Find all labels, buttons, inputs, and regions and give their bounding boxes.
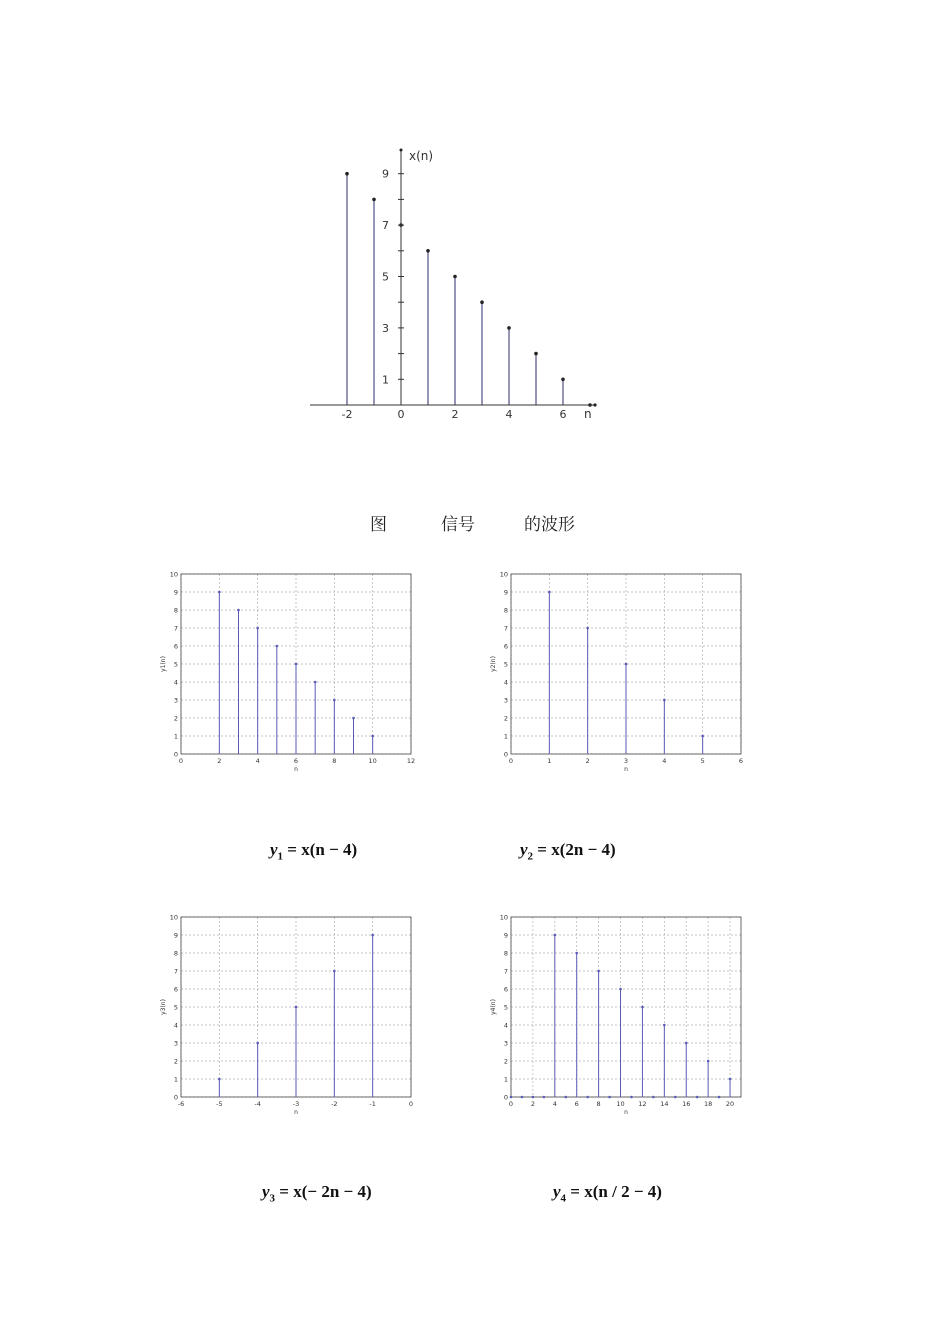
stem-marker [608, 1096, 611, 1099]
x-tick-label: 6 [574, 1100, 579, 1108]
x-tick-label: 4 [662, 757, 667, 765]
main-stem-marker [426, 249, 430, 253]
stem-marker [256, 627, 259, 630]
x-tick-label: -4 [254, 1100, 261, 1108]
stem-marker [218, 1078, 221, 1081]
x-tick-label: 2 [585, 757, 590, 765]
x-tick-label: 8 [596, 1100, 601, 1108]
x-tick-label: 14 [660, 1100, 669, 1108]
stem-marker [707, 1060, 710, 1063]
main-stem-marker [372, 198, 376, 202]
y-tick-label: 10 [499, 570, 508, 579]
main-y-tick-label: 9 [382, 167, 389, 181]
main-chart [300, 140, 620, 430]
y-tick-label: 9 [173, 588, 178, 597]
stem-marker [276, 645, 279, 648]
figure-caption-label: 图 [370, 515, 387, 535]
plot-frame [511, 917, 741, 1097]
stem-marker [575, 952, 578, 955]
stem-marker [641, 1006, 644, 1009]
y-tick-label: 4 [173, 1021, 178, 1030]
formula-y3 [262, 1182, 372, 1204]
stem-marker [521, 1096, 524, 1099]
main-y-tick-label: 7 [382, 219, 389, 233]
stem-marker [564, 1096, 567, 1099]
x-tick-label: 2 [217, 757, 222, 765]
main-x-tick-label: 4 [505, 408, 513, 421]
formula-y2 [520, 840, 616, 862]
y-axis-label: y2(n) [490, 656, 497, 672]
y-tick-label: 5 [173, 660, 178, 669]
x-tick-label: -1 [369, 1100, 376, 1108]
main-stem-marker [534, 352, 538, 356]
main-stems [345, 172, 592, 407]
stem-marker [696, 1096, 699, 1099]
y-tick-label: 1 [503, 732, 508, 741]
x-tick-label: 0 [508, 757, 514, 765]
stem-marker [256, 1042, 259, 1045]
stem-marker [333, 970, 336, 973]
x-tick-label: -2 [331, 1100, 338, 1108]
y-tick-label: 6 [173, 642, 178, 651]
main-stem-marker [507, 326, 511, 330]
y-axis-label: y3(n) [160, 999, 167, 1015]
stem-marker [548, 591, 551, 594]
x-tick-label: -3 [292, 1100, 300, 1108]
stem-marker [295, 663, 298, 666]
y-tick-label: 6 [503, 985, 508, 994]
formula-y2-rhs: = x(2n − 4) [533, 840, 616, 859]
stem-marker [314, 681, 317, 684]
plot-y4 [480, 908, 750, 1123]
stem-marker [663, 1024, 666, 1027]
stem-marker [652, 1096, 655, 1099]
x-tick-label: 3 [623, 757, 629, 765]
y-tick-label: 7 [173, 624, 178, 633]
x-tick-label: -6 [177, 1100, 185, 1108]
stem-marker [371, 934, 374, 937]
main-y-tick-label: 5 [382, 270, 389, 284]
stem-marker [674, 1096, 677, 1099]
y-tick-label: 5 [173, 1003, 178, 1012]
main-stem-marker [453, 275, 457, 279]
x-tick-label: 18 [704, 1100, 713, 1108]
x-tick-label: 0 [178, 757, 184, 765]
y-tick-label: 3 [503, 1039, 508, 1048]
y-tick-label: 3 [173, 1039, 178, 1048]
main-y-tick-label: 3 [382, 321, 389, 335]
x-tick-label: 4 [255, 757, 260, 765]
stem-marker [295, 1006, 298, 1009]
x-tick-label: 0 [508, 1100, 514, 1108]
stem-marker [554, 934, 557, 937]
formula-y4-rhs: = x(n / 2 − 4) [566, 1182, 662, 1201]
stem-marker [510, 1096, 513, 1099]
y-tick-label: 4 [503, 1021, 508, 1030]
x-tick-label: 10 [616, 1100, 625, 1108]
x-tick-label: 5 [700, 757, 705, 765]
x-axis-label: n [624, 766, 628, 773]
formula-y3-sub: 3 [269, 1192, 276, 1205]
y-tick-label: 0 [173, 750, 178, 759]
main-x-ticks [342, 403, 597, 421]
y-tick-label: 1 [503, 1075, 508, 1084]
formula-y1-lhs: y [270, 840, 278, 859]
stem-marker [352, 717, 355, 720]
formula-y1 [270, 840, 357, 862]
stem-marker [333, 699, 336, 702]
y-tick-label: 9 [173, 931, 178, 940]
main-x-tick-label: -2 [341, 408, 353, 421]
y-tick-label: 9 [503, 931, 508, 940]
y-tick-label: 2 [503, 714, 508, 723]
stem-marker [532, 1096, 535, 1099]
formula-y3-lhs: y [262, 1182, 270, 1201]
stem-marker [630, 1096, 633, 1099]
y-tick-label: 0 [173, 1093, 178, 1102]
y-tick-label: 3 [173, 696, 178, 705]
x-tick-label: 2 [530, 1100, 535, 1108]
main-stem-marker [561, 378, 565, 382]
plot-grid [511, 917, 741, 1097]
stem-marker [586, 627, 589, 630]
x-tick-label: 20 [725, 1100, 735, 1108]
y-tick-label: 10 [169, 913, 178, 922]
y-axis-label: y4(n) [490, 999, 497, 1015]
y-tick-label: 4 [503, 678, 508, 687]
y-tick-label: 2 [173, 714, 178, 723]
y-tick-label: 1 [173, 732, 178, 741]
x-tick-label: 10 [368, 757, 377, 765]
y-tick-label: 6 [173, 985, 178, 994]
y-tick-label: 7 [503, 624, 508, 633]
x-tick-label: 1 [547, 757, 552, 765]
y-tick-label: 6 [503, 642, 508, 651]
formula-y4-sub: 4 [560, 1192, 567, 1205]
formula-y3-rhs: = x(− 2n − 4) [275, 1182, 372, 1201]
y-tick-label: 0 [503, 750, 508, 759]
formula-y1-sub: 1 [277, 850, 284, 863]
y-tick-label: 8 [503, 949, 508, 958]
main-y-axis-label: x(n) [409, 149, 434, 163]
stem-marker [619, 988, 622, 991]
y-tick-label: 8 [503, 606, 508, 615]
y-tick-label: 8 [173, 606, 178, 615]
y-tick-label: 2 [503, 1057, 508, 1066]
x-axis-label: n [294, 766, 298, 773]
plot-y2 [480, 565, 750, 780]
y-tick-label: 0 [503, 1093, 508, 1102]
main-x-tick-label: 6 [559, 408, 567, 421]
stem-marker [543, 1096, 546, 1099]
y-tick-label: 4 [173, 678, 178, 687]
stem-marker [625, 663, 628, 666]
x-axis-label: n [624, 1109, 628, 1116]
plot-y1 [150, 565, 420, 780]
y-tick-label: 5 [503, 1003, 508, 1012]
stem-marker [718, 1096, 721, 1099]
y-tick-label: 1 [173, 1075, 178, 1084]
main-stem-marker [480, 300, 484, 304]
formula-y2-sub: 2 [527, 850, 534, 863]
x-tick-label: 4 [552, 1100, 557, 1108]
y-tick-label: 5 [503, 660, 508, 669]
y-tick-label: 10 [169, 570, 178, 579]
stem-marker [597, 970, 600, 973]
main-x-axis-label: n [584, 407, 592, 421]
x-tick-label: 0 [408, 1100, 414, 1108]
y-tick-label: 2 [173, 1057, 178, 1066]
x-tick-label: 12 [406, 757, 416, 765]
y-tick-label: 9 [503, 588, 508, 597]
x-tick-label: 8 [332, 757, 337, 765]
figure-caption-waveform: 的波形 [524, 515, 575, 535]
stem-marker [371, 735, 374, 738]
formula-y4-lhs: y [553, 1182, 561, 1201]
stem-marker [218, 591, 221, 594]
plot-y3 [150, 908, 420, 1123]
stem-marker [685, 1042, 688, 1045]
main-y-tick-label: 1 [382, 373, 389, 387]
x-tick-label: -5 [216, 1100, 223, 1108]
y-tick-label: 8 [173, 949, 178, 958]
x-tick-label: 6 [738, 757, 744, 765]
stem-marker [663, 699, 666, 702]
figure-caption-signal: 信号 [441, 515, 475, 535]
formula-y4 [553, 1182, 662, 1204]
stem-marker [701, 735, 704, 738]
x-tick-label: 16 [682, 1100, 691, 1108]
y-axis-label: y1(n) [160, 656, 167, 672]
stem-marker [586, 1096, 589, 1099]
y-tick-label: 7 [173, 967, 178, 976]
y-tick-label: 7 [503, 967, 508, 976]
x-tick-label: 12 [638, 1100, 647, 1108]
main-x-tick-label: 0 [397, 408, 405, 421]
main-stem-marker [345, 172, 349, 176]
x-axis-label: n [294, 1109, 298, 1116]
formula-y1-rhs: = x(n − 4) [283, 840, 358, 859]
y-tick-label: 10 [499, 913, 508, 922]
stem-marker [237, 609, 240, 612]
formula-y2-lhs: y [520, 840, 528, 859]
main-x-tick-label: 2 [451, 408, 459, 421]
y-tick-label: 3 [503, 696, 508, 705]
stem-marker [729, 1078, 732, 1081]
x-tick-label: 6 [293, 757, 299, 765]
